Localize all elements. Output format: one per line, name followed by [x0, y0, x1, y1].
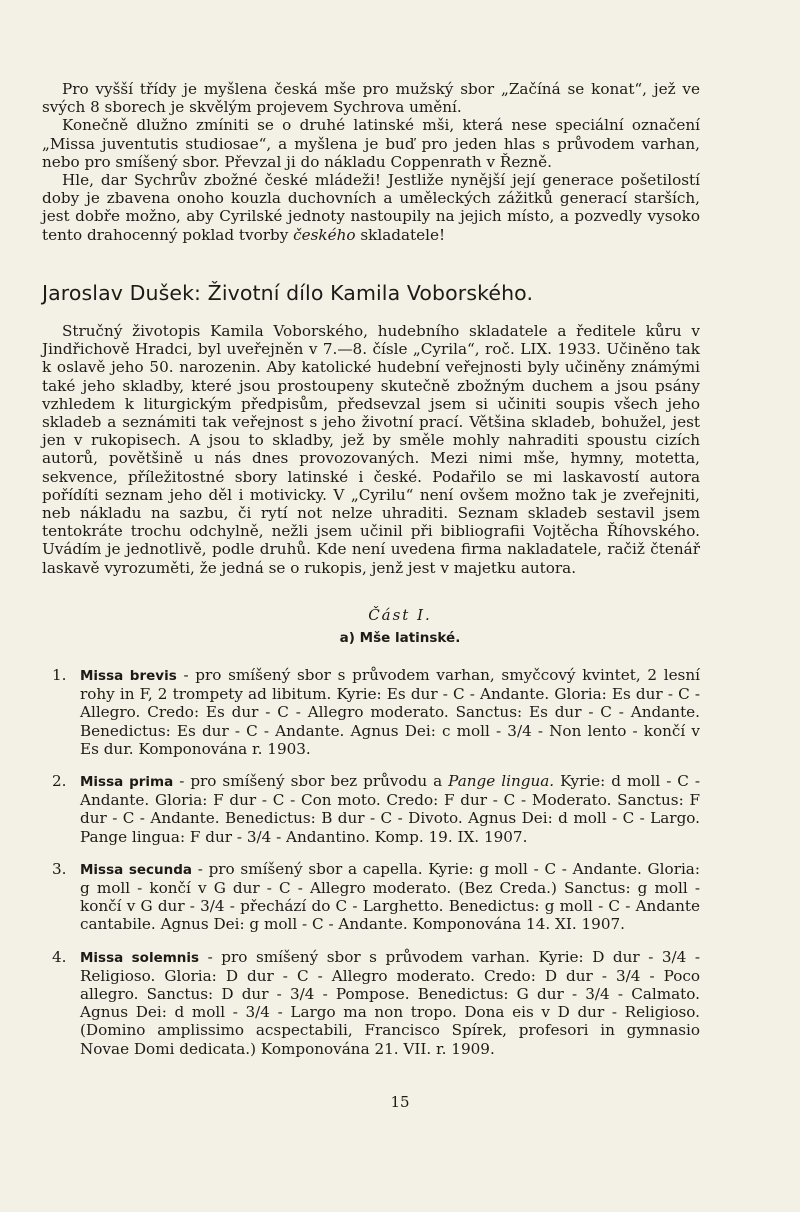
- work-separator: -: [176, 666, 196, 684]
- article-heading: Jaroslav Dušek: Životní dílo Kamila Voborského.: [42, 281, 534, 305]
- work-title: Missa solemnis: [80, 949, 200, 966]
- biography-section: [42, 322, 700, 577]
- work-description-rest: Kyrie: d moll - C - Andante. Gloria: F dur - C - Con moto. Credo: F dur - C - Moderato. Sanctus: F dur - C - Andante. Benedictus: B dur - C - Divoto. Agnus Dei: d moll - C - Largo. Pange lingua: F dur - 3/4 - Andantino. Komp. 19. IX. 1907.: [80, 772, 701, 846]
- work-entry: [80, 948, 700, 1058]
- intro-paragraph-3-end: skladatele!: [360, 225, 446, 244]
- work-description: pro smíšený sbor bez průvodu a: [190, 772, 443, 791]
- work-item: [42, 948, 700, 1058]
- intro-paragraph-3-emphasis: českého: [293, 225, 356, 244]
- biography-paragraph: Stručný životopis Kamila Voborského, hudebního skladatele a ředitele kůru v Jindřichově Hradci, byl uveřejněn v 7.—8. čísle „Cyrila“, roč. LIX. 1933. Učiněno tak k oslavě jeho 50. narozenin. Aby katolické hudební veřejnosti byly učiněny známými také jeho skladby, které jsou prostoupeny skutečně zbožným duchem a jsou psány vzhledem k liturgickým předpisům, předsevzal jsem si učiniti soupis všech jeho skladeb a seznámiti tak veřejnost s jeho životní prací. Většina skladeb, bohužel, jest jen v rukopisech. A jsou to skladby, jež by směle mohly nahraditi spoustu cizích autorů, povětšině u nás dnes provozovaných. Mezi nimi mše, hymny, motetta, sekvence, příležitostné sbory latinské i české. Podařilo se mi laskavostí autora pořídíti seznam jeho děl i motivicky. V „Cyrilu“ není ovšem možno tak je zveřejniti, neb nákladu na sazbu, či rytí not nelze uhraditi. Seznam skladeb sestavil jsem tentokráte trochu odchylně, nežli jsem učinil při bibliografii Vojtěcha Říhovského. Uvádím je jednotlivě, podle druhů. Kde není uvedena firma nakladatele, račiž čtenář laskavě vyrozuměti, že jedná se o rukopis, jenž jest v majetku autora.: [42, 322, 700, 577]
- work-description: pro smíšený sbor s průvodem varhan. Kyrie: D dur - 3/4 - Religioso. Gloria: D dur - C - Allegro moderato. Credo: D dur - 3/4 - Poco allegro. Sanctus: D dur - 3/4 - Pompose. Benedictus: G dur - 3/4 - Calmato. Agnus Dei: d moll - 3/4 - Largo ma non tropo. Dona eis v D dur - Religioso. (Domino amplissimo acspectabili, Francisco Spírek, profesori in gymnasio Novae Domi dedicata.) Komponována 21. VII. r. 1909.: [80, 947, 700, 1058]
- work-entry: [80, 860, 700, 934]
- work-number: 4.: [52, 947, 67, 966]
- work-separator: -: [173, 772, 191, 791]
- intro-paragraph-3: [42, 171, 700, 244]
- works-list: [42, 666, 700, 1072]
- work-item: [42, 666, 700, 758]
- work-number: 3.: [52, 859, 67, 878]
- intro-paragraph-2: Konečně dlužno zmíniti se o druhé latinské mši, která nese speciální označení „Missa juventutis studiosae“, a myšlena je buď pro jeden hlas s průvodem varhan, nebo pro smíšený sbor. Převzal ji do nákladu Coppenrath v Řezně.: [42, 116, 700, 171]
- section-title: a) Mše latinské.: [339, 630, 461, 646]
- work-title: Missa secunda: [80, 861, 193, 878]
- intro-section: [42, 80, 700, 244]
- intro-paragraph-1: Pro vyšší třídy je myšlena česká mše pro mužský sbor „Začíná se konat“, jež ve svých 8 sborech je skvělým projevem Sychrova umění.: [42, 80, 700, 117]
- work-description-emphasis: Pange lingua.: [448, 772, 555, 791]
- work-entry: [80, 772, 700, 846]
- work-title: Missa brevis: [80, 668, 177, 684]
- work-description: pro smíšený sbor a capella. Kyrie: g moll - C - Andante. Gloria: g moll - končí v G dur - C - Allegro moderato. (Bez Creda.) Sanctus: g moll - končí v G dur - 3/4 - přechází do C - Larghetto. Benedictus: g moll - C - Andante cantabile. Agnus Dei: g moll - C - Andante. Komponována 14. XI. 1907.: [80, 859, 700, 934]
- work-description: pro smíšený sbor s průvodem varhan, smyčcový kvintet, 2 lesní rohy in F, 2 trompety ad libitum. Kyrie: Es dur - C - Andante. Gloria: Es dur - C - Allegro. Credo: Es dur - C - Allegro moderato. Sanctus: Es dur - C - Andante. Benedictus: Es dur - C - Andante. Agnus Dei: c moll - 3/4 - Non lento - končí v Es dur. Komponována r. 1903.: [80, 666, 700, 758]
- work-separator: -: [199, 947, 222, 966]
- work-separator: -: [192, 859, 209, 878]
- work-number: 1.: [52, 666, 67, 684]
- work-title: Missa prima: [80, 774, 174, 791]
- page-number: 15: [390, 1093, 410, 1111]
- work-number: 2.: [52, 772, 67, 791]
- work-item: [42, 860, 700, 934]
- part-title: Část I.: [368, 606, 432, 624]
- intro-paragraph-3-text: Hle, dar Sychrův zbožné české mládeži! Jestliže nynější její generace pošetilostí doby je zbavena onoho kouzla duchovních a uměleckých zážitků generací starších, jest dobře možno, aby Cyrilské jednoty nastoupily na jejich místo, a pozvedly vysoko tento drahocenný poklad tvorby: [42, 171, 700, 244]
- work-entry: [80, 666, 700, 758]
- work-item: [42, 772, 700, 846]
